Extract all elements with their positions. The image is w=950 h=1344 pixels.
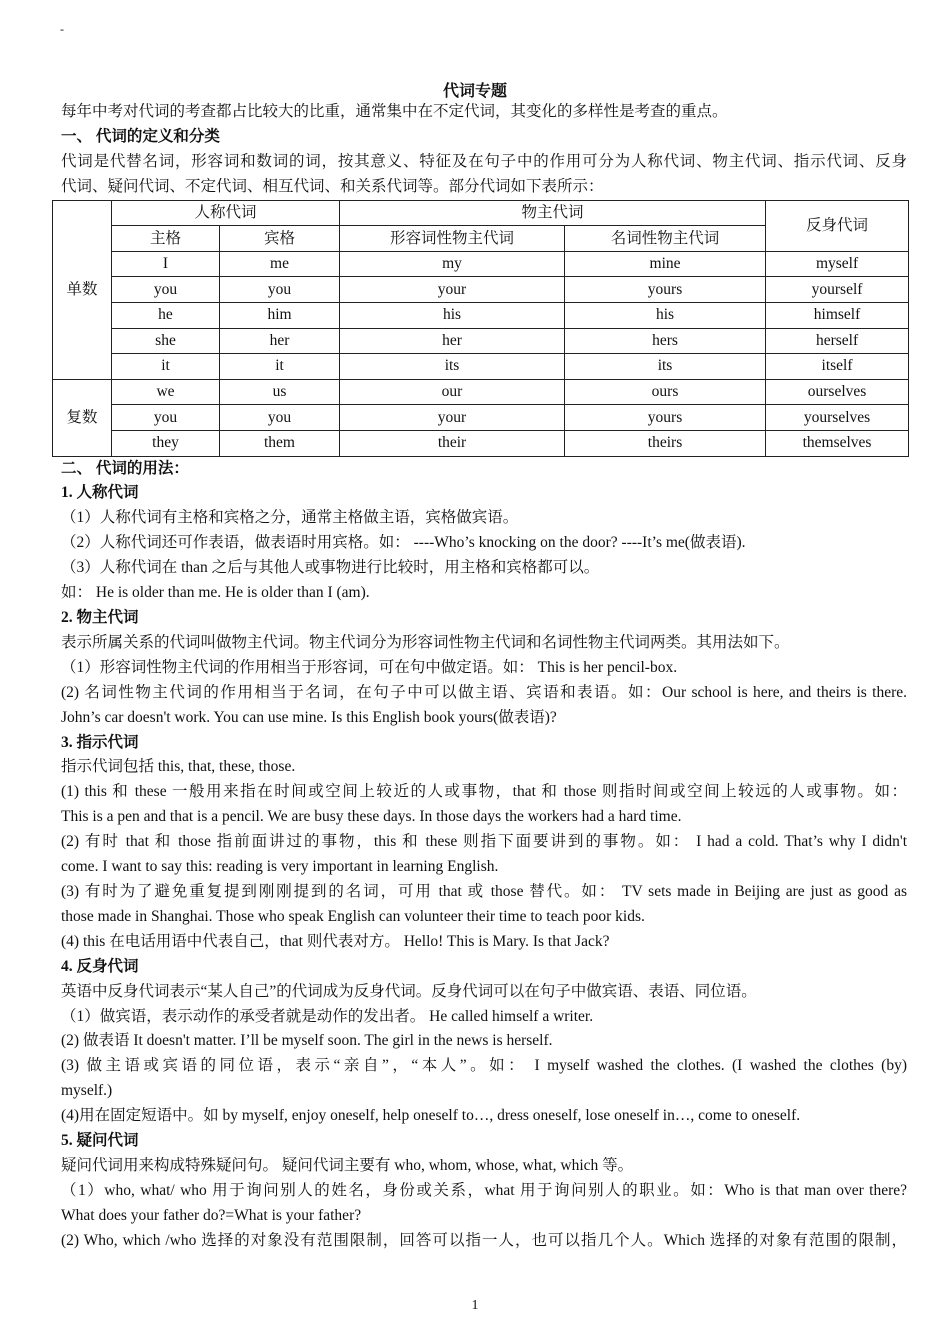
section-1-text: 代词是代替名词，形容词和数词的词，按其意义、特征及在句子中的作用可分为人称代词、物主代词、指示代词、反身 [61,152,907,170]
paragraph-line: 如： He is older than me. He is older than I (am). [61,584,370,602]
header-subject: 主格 [112,226,220,252]
table-cell: its [340,354,565,380]
table-row [53,405,909,431]
table-cell: itself [766,354,909,380]
table-header-row [53,200,909,226]
paragraph-line: those made in Shanghai. Those who speak English can volunteer their time to teach poor kids. [61,907,645,925]
table-cell: she [112,328,220,354]
table-cell: himself [766,303,909,329]
table-cell: our [340,379,565,405]
table-cell: my [340,251,565,277]
subsection-heading: 5. 疑问代词 [61,1132,139,1150]
paragraph-line: (4)用在固定短语中。如 by myself, enjoy oneself, help oneself to…, dress oneself, lose oneself in…, come to oneself. [61,1107,801,1125]
page-number: 1 [471,1298,479,1313]
table-cell: his [565,303,766,329]
table-cell: we [112,379,220,405]
header-personal: 人称代词 [112,200,340,226]
paragraph-line: (2) 做表语 It doesn't matter. I’ll be myself soon. The girl in the news is herself. [61,1032,553,1050]
subsection-heading: 2. 物主代词 [61,609,139,626]
table-row [53,430,909,456]
table-cell: you [112,277,220,303]
table-cell: mine [565,251,766,277]
paragraph-line: (2) 有时 that 和 those 指前面讲过的事物，this 和 these 则指下面要讲到的事物。如： I had a cold. That’s why I didn't [61,833,907,851]
table-cell: her [220,328,340,354]
table-cell: it [220,354,340,380]
intro-paragraph: 每年中考对代词的考查都占比较大的比重，通常集中在不定代词，其变化的多样性是考查的重点。 [61,103,728,120]
page-title: 代词专题 [442,83,507,100]
paragraph-line: (3) 有时为了避免重复提到刚刚提到的名词，可用 that 或 those 替代。如： TV sets made in Beijing are just as good as [61,882,907,900]
table-row [53,303,909,329]
table-cell: us [220,379,340,405]
table-cell: myself [766,251,909,277]
section-1-text: 代词、疑问代词、不定代词、相互代词、和关系代词等。部分代词如下表所示： [61,177,604,195]
table-cell: herself [766,328,909,354]
table-cell: him [220,303,340,329]
paragraph-line: （3）人称代词在 than 之后与其他人或事物进行比较时，用主格和宾格都可以。 [61,559,600,577]
table-cell: her [340,328,565,354]
plural-label: 复数 [53,379,112,456]
paragraph-line: （1）who, what/ who 用于询问别人的姓名，身份或关系，what 用于询问别人的职业。如：Who is that man over there? [61,1181,907,1199]
table-cell: yourselves [766,405,909,431]
paragraph-line: myself.) [61,1082,113,1100]
subsection-heading: 3. 指示代词 [61,733,139,751]
table-cell: theirs [565,430,766,456]
table-row [53,277,909,303]
paragraph-line: come. I want to say this: reading is very important in learning English. [61,858,499,876]
section-1-heading: 一、 代词的定义和分类 [61,127,220,145]
paragraph-line: （1）形容词性物主代词的作用相当于形容词，可在句中做定语。如： This is her pencil-box. [61,658,678,676]
paragraph-line: 指示代词包括 this, that, these, those. [61,758,296,776]
table-cell: ourselves [766,379,909,405]
header-adj-possessive: 形容词性物主代词 [340,226,565,252]
paragraph-line: 表示所属关系的代词叫做物主代词。物主代词分为形容词性物主代词和名词性物主代词两类。其用法如下。 [61,633,790,651]
paragraph-line: （1）做宾语，表示动作的承受者就是动作的发出者。 He called himself a writer. [61,1007,594,1025]
table-row [53,379,909,405]
table-cell: your [340,277,565,303]
table-row [53,251,909,277]
paragraph-line: （1）人称代词有主格和宾格之分，通常主格做主语，宾格做宾语。 [61,509,519,527]
paragraph-line: (1) this 和 these 一般用来指在时间或空间上较近的人或事物，that 和 those 则指时间或空间上较远的人或事物。如： [61,783,907,801]
table-cell: I [112,251,220,277]
singular-label: 单数 [53,200,112,379]
paragraph-line: 疑问代词用来构成特殊疑问句。 疑问代词主要有 who, whom, whose, what, which 等。 [61,1156,634,1174]
table-cell: themselves [766,430,909,456]
table-cell: yourself [766,277,909,303]
header-mark: - [60,22,64,36]
table-cell: they [112,430,220,456]
header-possessive: 物主代词 [340,200,766,226]
paragraph-line: (4) this 在电话用语中代表自己，that 则代表对方。 Hello! This is Mary. Is that Jack? [61,932,610,950]
paragraph-line: (2) Who, which /who 选择的对象没有范围限制，回答可以指一人，也可以指几个人。Which 选择的对象有范围的限制， [61,1231,907,1249]
section-2-heading: 二、 代词的用法： [61,459,189,477]
table-cell: their [340,430,565,456]
table-row [53,354,909,380]
subsection-heading: 4. 反身代词 [61,957,139,975]
document-body [61,100,907,1254]
table-cell: yours [565,277,766,303]
table-row [53,328,909,354]
table-cell: his [340,303,565,329]
pronoun-table [52,200,909,457]
header-object: 宾格 [220,226,340,252]
table-cell: ours [565,379,766,405]
header-reflexive: 反身代词 [766,200,909,251]
table-cell: yours [565,405,766,431]
table-cell: he [112,303,220,329]
table-cell: you [220,405,340,431]
table-cell: hers [565,328,766,354]
table-cell: you [220,277,340,303]
table-cell: them [220,430,340,456]
table-cell: your [340,405,565,431]
table-cell: its [565,354,766,380]
subsection-heading: 1. 人称代词 [61,484,139,502]
table-cell: you [112,405,220,431]
paragraph-line: John’s car doesn't work. You can use mine. Is this English book yours(做表语)? [61,708,557,726]
paragraph-line: (3) 做主语或宾语的同位语，表示“亲自”，“本人”。如： I myself washed the clothes. (I washed the clothes (by) [61,1057,907,1075]
paragraph-line: What does your father do?=What is your father? [61,1206,362,1224]
paragraph-line: （2）人称代词还可作表语，做表语时用宾格。如： ----Who’s knocking on the door? ----It’s me(做表语). [61,534,746,552]
table-cell: me [220,251,340,277]
paragraph-line: 英语中反身代词表示“某人自己”的代词成为反身代词。反身代词可以在句子中做宾语、表语、同位语。 [61,982,757,1000]
paragraph-line: This is a pen and that is a pencil. We are busy these days. In those days the workers had a hard time. [61,808,682,826]
table-cell: it [112,354,220,380]
paragraph-line: (2) 名词性物主代词的作用相当于名词，在句子中可以做主语、宾语和表语。如：Our school is here, and theirs is there. [61,683,907,701]
header-noun-possessive: 名词性物主代词 [565,226,766,252]
